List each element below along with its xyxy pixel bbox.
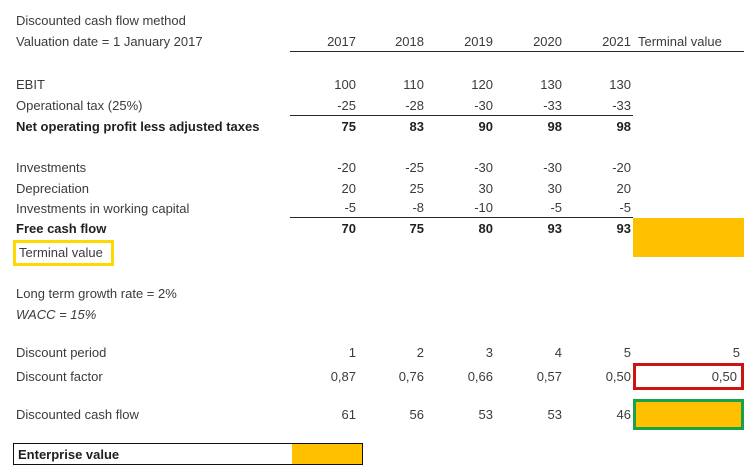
working-capital-2018: -8	[358, 198, 426, 218]
terminal-value-label-cell	[0, 239, 633, 266]
discount-factor-2018: 0,76	[398, 369, 424, 384]
working-capital-2021: -5	[564, 198, 633, 218]
dcf-table	[0, 10, 744, 465]
spacer	[0, 266, 744, 283]
discount-period-terminal: 5	[732, 345, 741, 360]
fcf-2020: 93	[547, 221, 562, 236]
row-label-free-cash-flow: Free cash flow	[16, 221, 107, 236]
investments-2020: -30	[543, 160, 562, 175]
depreciation-2018: 25	[409, 180, 424, 196]
year-header-2019: 2019	[426, 31, 495, 52]
investments-2021: -20	[612, 160, 631, 175]
fcf-terminal-highlight-cell[interactable]	[633, 218, 744, 239]
row-label-ebit: EBIT	[16, 77, 45, 92]
ebit-2021: 130	[609, 77, 631, 92]
spacer	[0, 390, 744, 399]
investments-2018: -25	[405, 160, 424, 175]
depreciation-terminal-empty	[633, 178, 744, 198]
discount-factor-terminal-input-cell[interactable]: 0,50	[633, 363, 744, 390]
spacer	[0, 430, 744, 443]
depreciation-2021: 20	[616, 180, 631, 196]
noplat-2018: 83	[409, 119, 424, 134]
working-capital-terminal-empty	[633, 198, 744, 218]
discount-factor-2021: 0,50	[605, 369, 631, 384]
ebit-2020: 130	[540, 77, 562, 92]
row-label-discounted-cash-flow: Discounted cash flow	[16, 407, 139, 422]
tax-2020: -33	[495, 95, 564, 116]
dcf-2017: 61	[341, 407, 356, 422]
enterprise-value-highlight-cell[interactable]	[292, 444, 362, 464]
row-label-discount-factor: Discount factor	[16, 369, 103, 384]
discount-period-2021: 5	[623, 345, 631, 360]
growth-rate-note: Long term growth rate = 2%	[16, 286, 177, 301]
ebit-terminal-empty	[633, 74, 744, 95]
wacc-note: WACC = 15%	[16, 306, 97, 322]
noplat-terminal-empty	[633, 116, 744, 137]
dcf-terminal-output-cell[interactable]	[633, 399, 744, 430]
noplat-2019: 90	[478, 119, 493, 134]
valuation-date-note: Valuation date = 1 January 2017	[16, 34, 203, 49]
year-header-2017: 2017	[290, 31, 358, 52]
investments-terminal-empty	[633, 157, 744, 178]
discount-period-2020: 4	[554, 345, 562, 360]
noplat-2021: 98	[616, 119, 631, 134]
discount-period-2019: 3	[485, 345, 493, 360]
terminal-value-highlight-fill	[633, 239, 744, 257]
discount-factor-2017: 0,87	[330, 369, 356, 384]
dcf-2019: 53	[478, 407, 493, 422]
enterprise-value-box	[13, 443, 363, 465]
dcf-2018: 56	[409, 407, 424, 422]
tax-2018: -28	[358, 95, 426, 116]
ebit-2019: 120	[471, 77, 493, 92]
working-capital-2019: -10	[426, 198, 495, 218]
dcf-2021: 46	[616, 407, 631, 422]
discount-period-2018: 2	[416, 345, 424, 360]
fcf-2021: 93	[616, 221, 631, 236]
row-label-discount-period: Discount period	[16, 345, 107, 360]
year-header-2020: 2020	[495, 31, 564, 52]
investments-2017: -20	[337, 160, 356, 175]
enterprise-value-row	[0, 443, 744, 465]
ebit-2018: 110	[403, 77, 424, 92]
discount-factor-2019: 0,66	[467, 369, 493, 384]
row-label-operational-tax: Operational tax (25%)	[16, 98, 143, 113]
terminal-value-highlight-cell[interactable]	[633, 239, 744, 266]
fcf-2017: 70	[341, 221, 356, 236]
row-label-working-capital: Investments in working capital	[16, 200, 190, 216]
tax-2019: -30	[426, 95, 495, 116]
spacer	[0, 324, 744, 342]
depreciation-2020: 30	[547, 180, 562, 196]
spacer	[0, 52, 744, 74]
enterprise-value-label: Enterprise value	[18, 446, 120, 462]
year-header-2018: 2018	[358, 31, 426, 52]
fcf-2019: 80	[478, 221, 493, 236]
working-capital-2020: -5	[495, 198, 564, 218]
fcf-2018: 75	[409, 221, 424, 236]
noplat-2020: 98	[547, 119, 562, 134]
year-header-2021: 2021	[564, 31, 633, 52]
dcf-2020: 53	[547, 407, 562, 422]
terminal-value-label-box: Terminal value	[13, 240, 114, 266]
row-label-noplat: Net operating profit less adjusted taxes	[16, 119, 260, 134]
noplat-2017: 75	[341, 119, 356, 134]
depreciation-2017: 20	[341, 180, 356, 196]
terminal-value-header: Terminal value	[633, 31, 744, 52]
page-title: Discounted cash flow method	[16, 13, 186, 28]
spacer	[0, 137, 744, 157]
working-capital-2017: -5	[290, 198, 358, 218]
tax-terminal-empty	[633, 95, 744, 116]
row-label-investments: Investments	[16, 160, 87, 175]
tax-2017: -25	[290, 95, 358, 116]
discount-factor-2020: 0,57	[536, 369, 562, 384]
tax-2021: -33	[564, 95, 633, 116]
investments-2019: -30	[474, 160, 493, 175]
discount-period-2017: 1	[348, 345, 356, 360]
ebit-2017: 100	[334, 77, 356, 92]
row-label-depreciation: Depreciation	[16, 180, 89, 196]
depreciation-2019: 30	[478, 180, 493, 196]
